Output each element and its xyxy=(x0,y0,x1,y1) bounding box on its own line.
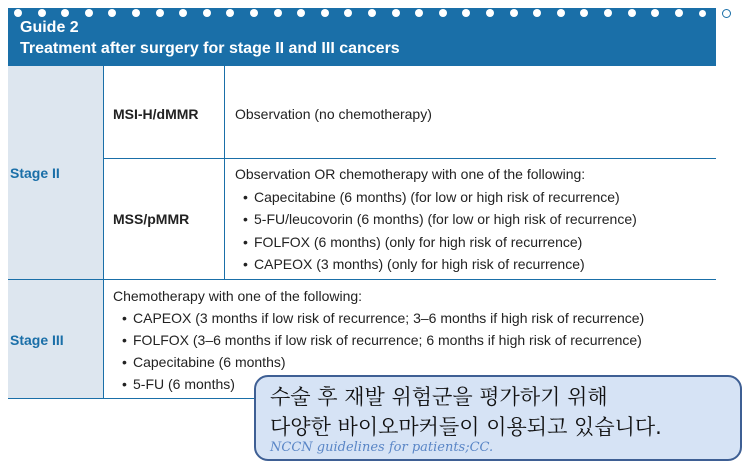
list-item: • 5-FU/leucovorin (6 months) (for low or high risk of recurrence) xyxy=(254,211,637,227)
callout-line-2: 다양한 바이오마커들이 이용되고 있습니다. xyxy=(270,415,662,439)
table-bottom-border xyxy=(8,398,258,399)
row-divider-substage xyxy=(103,158,716,159)
binder-hole xyxy=(439,9,447,17)
callout-source: NCCN guidelines for patients;CC. xyxy=(270,440,494,455)
binder-hole xyxy=(321,9,329,17)
binder-hole xyxy=(557,9,565,17)
binder-hole xyxy=(698,9,707,18)
binder-hole xyxy=(108,9,116,17)
binder-hole xyxy=(85,9,93,17)
list-item: • Capecitabine (6 months) xyxy=(133,354,286,370)
list-item: • 5-FU (6 months) xyxy=(133,376,235,392)
binder-hole xyxy=(203,9,211,17)
binder-hole xyxy=(156,9,164,17)
binder-hole xyxy=(533,9,541,17)
list-item: • CAPEOX (3 months if low risk of recurrence; 3–6 months if high risk of recurrence) xyxy=(133,310,644,326)
binder-hole xyxy=(604,9,612,17)
row-divider-stage xyxy=(8,279,716,280)
column-divider-stage xyxy=(103,66,104,399)
binder-hole xyxy=(132,9,140,17)
list-item: • CAPEOX (3 months) (only for high risk of recurrence) xyxy=(254,256,585,272)
list-item: • Capecitabine (6 months) (for low or high risk of recurrence) xyxy=(254,189,620,205)
guide-title: Treatment after surgery for stage II and III cancers xyxy=(20,40,400,57)
binder-hole xyxy=(274,9,282,17)
list-item: • FOLFOX (6 months) (only for high risk of recurrence) xyxy=(254,234,582,250)
callout-line-1: 수술 후 재발 위험군을 평가하기 위해 xyxy=(270,385,608,409)
column-divider-subtype xyxy=(224,66,225,279)
binder-hole xyxy=(297,9,305,17)
binder-hole xyxy=(61,9,69,17)
binder-hole xyxy=(462,9,470,17)
msi-h-label: MSI-H/dMMR xyxy=(113,106,199,122)
binder-hole xyxy=(722,9,731,18)
binder-hole xyxy=(14,9,22,17)
callout-box xyxy=(254,375,742,461)
binder-hole xyxy=(651,9,659,17)
binder-hole xyxy=(580,9,588,17)
binder-hole xyxy=(226,9,234,17)
binder-hole xyxy=(368,9,376,17)
binder-hole xyxy=(344,9,352,17)
binder-hole xyxy=(38,9,46,17)
binder-hole xyxy=(415,9,423,17)
binder-hole xyxy=(628,9,636,17)
stage3-intro: Chemotherapy with one of the following: xyxy=(113,288,363,304)
binder-hole xyxy=(250,9,258,17)
binder-hole xyxy=(392,9,400,17)
binder-hole xyxy=(675,9,683,17)
mss-label: MSS/pMMR xyxy=(113,211,190,227)
guide-number: Guide 2 xyxy=(20,19,79,36)
list-item: • FOLFOX (3–6 months if low risk of recurrence; 6 months if high risk of recurrence) xyxy=(133,332,642,348)
mss-intro: Observation OR chemotherapy with one of the following: xyxy=(235,166,586,182)
stage3-label: Stage III xyxy=(10,332,64,348)
binder-hole xyxy=(179,9,187,17)
binder-hole xyxy=(510,9,518,17)
stage2-label: Stage II xyxy=(10,165,60,181)
binder-hole xyxy=(486,9,494,17)
msi-h-treatment: Observation (no chemotherapy) xyxy=(235,106,432,122)
binder-holes xyxy=(8,9,750,21)
